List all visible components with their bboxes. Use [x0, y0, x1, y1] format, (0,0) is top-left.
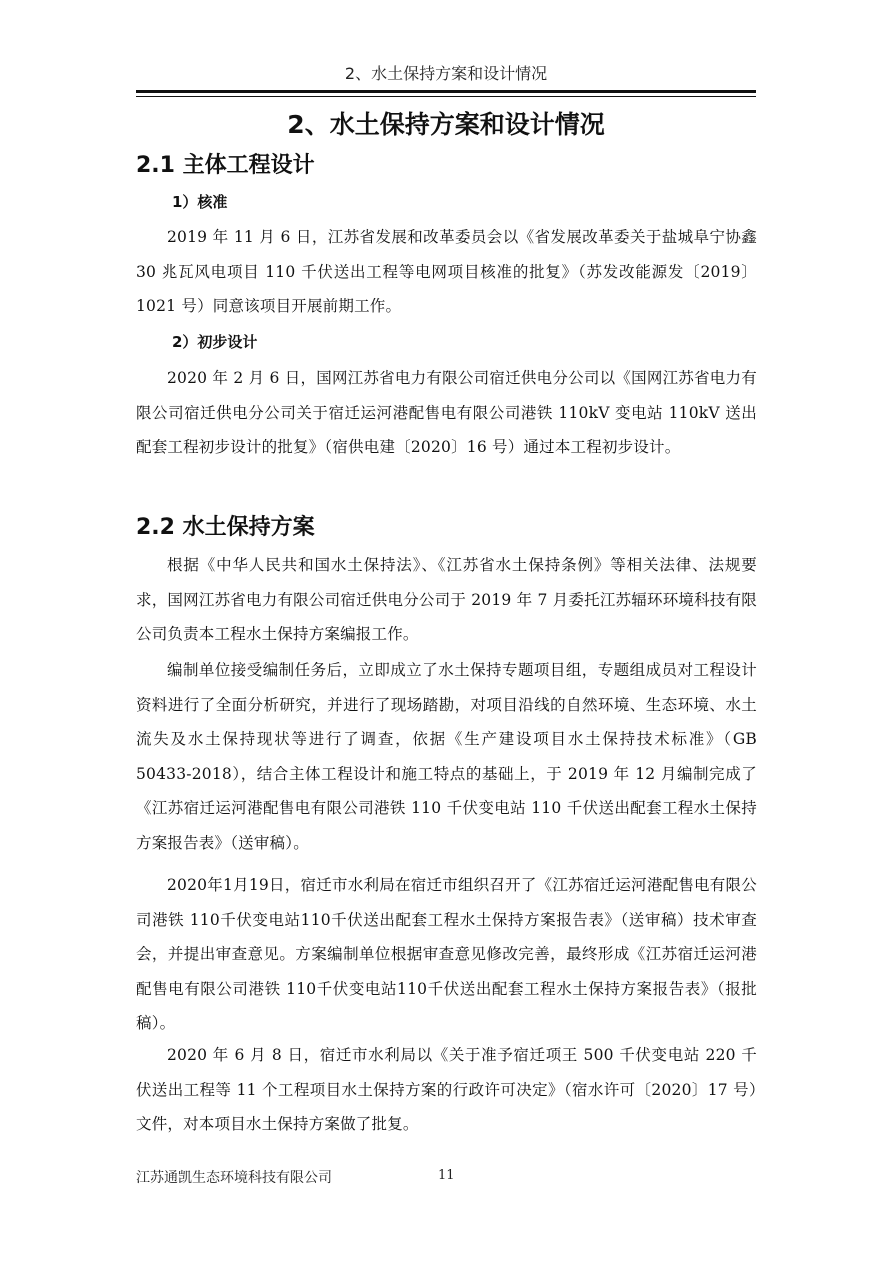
section-heading-2-1: 2.1 主体工程设计	[136, 153, 315, 178]
header-rule-thin	[136, 96, 756, 97]
subheading-approval: 1）核准	[172, 193, 228, 211]
paragraph-regulations: 根据《中华人民共和国水土保持法》、《江苏省水土保持条例》等相关法律、法规要求，国网江苏省电力有限公司宿迁供电分公司于 2019 年 7 月委托江苏辐环环境科技有限公司负责本工程水土保持方案编报工作。	[136, 556, 757, 643]
paragraph-approval: 2019 年 11 月 6 日，江苏省发展和改革委员会以《省发展改革委关于盐城阜宁协鑫 30 兆瓦风电项目 110 千伏送出工程等电网项目核准的批复》（苏发改能源发〔2019〕1021 号）同意该项目开展前期工作。	[136, 228, 757, 315]
header-rule-thick	[136, 90, 756, 93]
page-number: 11	[438, 1168, 455, 1183]
paragraph-compilation: 编制单位接受编制任务后，立即成立了水土保持专题项目组，专题组成员对工程设计资料进行了全面分析研究，并进行了现场踏勘，对项目沿线的自然环境、生态环境、水土流失及水土保持现状等进行了调查，依据《生产建设项目水土保持技术标准》（GB 50433-2018），结合主体工程设计和施工特点的基础上，于 2019 年 12 月编制完成了《江苏宿迁运河港配售电有限公司港铁 110 千伏变电站 110 千伏送出配套工程水土保持方案报告表》（送审稿）。	[136, 661, 757, 852]
section-heading-2-2: 2.2 水土保持方案	[136, 515, 315, 540]
subheading-preliminary-design: 2）初步设计	[172, 333, 258, 351]
paragraph-review: 2020年1月19日，宿迁市水利局在宿迁市组织召开了《江苏宿迁运河港配售电有限公司港铁 110千伏变电站110千伏送出配套工程水土保持方案报告表》（送审稿）技术审查会，并提出审查意见。方案编制单位根据审查意见修改完善，最终形成《江苏宿迁运河港配售电有限公司港铁 110千伏变电站110千伏送出配套工程水土保持方案报告表》（报批稿）。	[136, 876, 757, 1032]
paragraph-approval-decision: 2020 年 6 月 8 日，宿迁市水利局以《关于准予宿迁项王 500 千伏变电站 220 千伏送出工程等 11 个工程项目水土保持方案的行政许可决定》（宿水许可〔2020〕17 号）文件，对本项目水土保持方案做了批复。	[136, 1046, 757, 1133]
paragraph-preliminary-design: 2020 年 2 月 6 日，国网江苏省电力有限公司宿迁供电分公司以《国网江苏省电力有限公司宿迁供电分公司关于宿迁运河港配售电有限公司港铁 110kV 变电站 110kV 送出配套工程初步设计的批复》（宿供电建〔2020〕16 号）通过本工程初步设计。	[136, 369, 757, 456]
running-header-title: 2、水土保持方案和设计情况	[344, 64, 548, 83]
footer-organization: 江苏通凯生态环境科技有限公司	[136, 1170, 332, 1186]
page-title: 2、水土保持方案和设计情况	[287, 110, 605, 139]
